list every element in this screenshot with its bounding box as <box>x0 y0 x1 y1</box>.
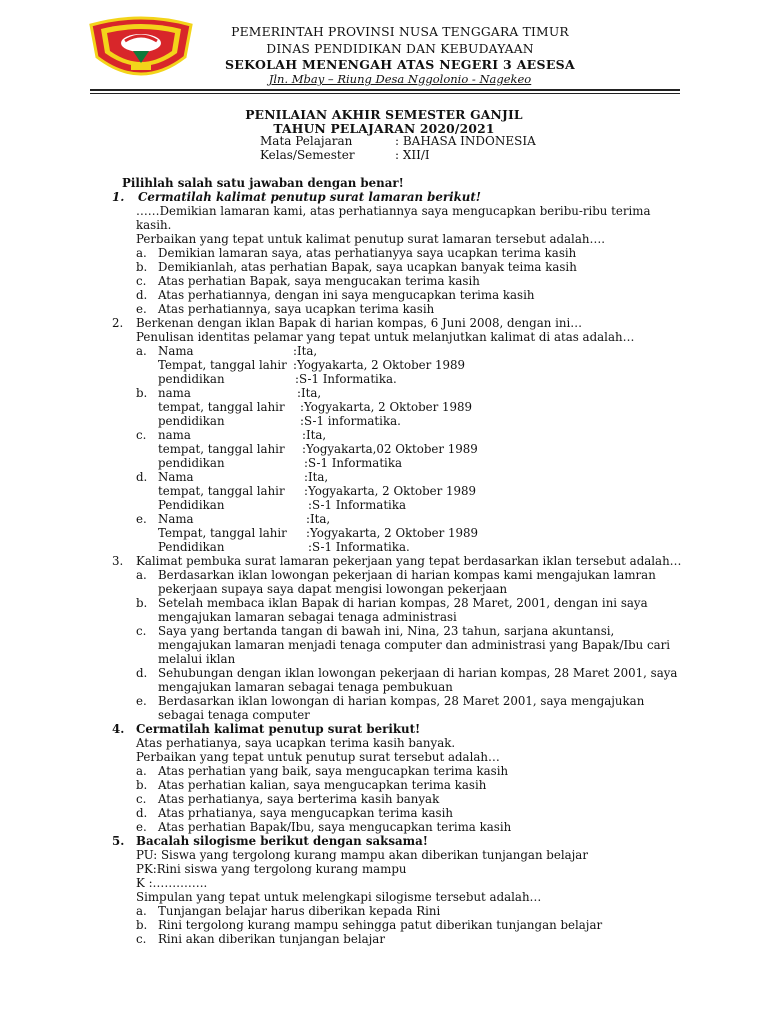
q2-b-name-label: nama <box>158 386 191 400</box>
q2-a-birth-value: :Yogyakarta, 2 Oktober 1989 <box>293 358 466 372</box>
province-logo-icon <box>85 13 197 85</box>
q5-conclusion-blank: K :………….. <box>136 876 208 890</box>
q3-option-c-label: c. <box>136 624 147 638</box>
question-2-text: Berkenan dengan iklan Bapak di harian kompas, 6 Juni 2008, dengan ini… <box>136 316 583 330</box>
q5-option-b-label: b. <box>136 918 148 932</box>
q2-d-name-value: :Ita, <box>304 470 329 484</box>
q2-e-name-value: :Ita, <box>306 512 331 526</box>
q2-d-birth-label: tempat, tanggal lahir <box>158 484 285 498</box>
header-divider-thin <box>90 93 680 94</box>
q5-major-premise: PU: Siswa yang tergolong kurang mampu akan diberikan tunjangan belajar <box>136 848 588 862</box>
meta-subject-label: Mata Pelajaran <box>260 134 353 148</box>
q2-e-name-label: Nama <box>158 512 194 526</box>
q1-option-e-label: e. <box>136 302 147 316</box>
question-4-text: Atas perhatianya, saya ucapkan terima kasih banyak. <box>136 736 456 750</box>
q2-e-edu-value: :S-1 Informatika. <box>308 540 410 554</box>
question-1-number: 1. <box>112 190 125 204</box>
q3-option-b-label: b. <box>136 596 148 610</box>
question-1-text: ……Demikian lamaran kami, atas perhatiannya saya mengucapkan beribu-ribu terima <box>136 204 651 218</box>
header-department: DINAS PENDIDIKAN DAN KEBUDAYAAN <box>266 42 534 56</box>
q3-option-a-cont: pekerjaan supaya saya dapat mengisi lowongan pekerjaan <box>158 582 508 596</box>
q4-option-e-label: e. <box>136 820 147 834</box>
q2-c-birth-value: :Yogyakarta,02 Oktober 1989 <box>302 442 478 456</box>
q1-option-c: Atas perhatian Bapak, saya mengucakan terima kasih <box>158 274 480 288</box>
q3-option-c: Saya yang bertanda tangan di bawah ini, Nina, 23 tahun, sarjana akuntansi, <box>158 624 615 638</box>
exam-year: TAHUN PELAJARAN 2020/2021 <box>273 121 495 136</box>
q3-option-b: Setelah membaca iklan Bapak di harian kompas, 28 Maret, 2001, dengan ini saya <box>158 596 648 610</box>
header-school-name: SEKOLAH MENENGAH ATAS NEGERI 3 AESESA <box>224 57 575 72</box>
q4-option-b: Atas perhatian kalian, saya mengucapkan terima kasih <box>158 778 487 792</box>
q2-c-edu-value: :S-1 Informatika <box>304 456 403 470</box>
q1-option-a: Demikian lamaran saya, atas perhatianyya saya ucapkan terima kasih <box>158 246 577 260</box>
meta-subject-value: : BAHASA INDONESIA <box>395 134 536 148</box>
q4-option-c-label: c. <box>136 792 147 806</box>
q3-option-a: Berdasarkan iklan lowongan pekerjaan di harian kompas kami mengajukan lamran <box>158 568 656 582</box>
q1-option-d: Atas perhatiannya, dengan ini saya mengucapkan terima kasih <box>158 288 535 302</box>
question-3-number: 3. <box>112 554 124 568</box>
q2-d-edu-value: :S-1 Informatika <box>308 498 407 512</box>
q1-option-b: Demikianlah, atas perhatian Bapak, saya ucapkan banyak teima kasih <box>158 260 577 274</box>
question-1-prompt: Cermatilah kalimat penutup surat lamaran berikut! <box>138 190 481 204</box>
q5-option-c-label: c. <box>136 932 147 946</box>
question-1-text-cont: kasih. <box>136 218 172 232</box>
q5-option-a-label: a. <box>136 904 147 918</box>
q2-a-name-value: :Ita, <box>293 344 318 358</box>
q3-option-c-cont2: melalui iklan <box>158 652 236 666</box>
q3-option-d: Sehubungan dengan iklan lowongan pekerjaan di harian kompas, 28 Maret 2001, saya <box>158 666 678 680</box>
q4-option-c: Atas perhatianya, saya berterima kasih banyak <box>158 792 440 806</box>
q3-option-e-label: e. <box>136 694 147 708</box>
question-1-stem: Perbaikan yang tepat untuk kalimat penutup surat lamaran tersebut adalah…. <box>136 232 606 246</box>
question-4-number: 4. <box>112 722 125 736</box>
q3-option-c-cont: mengajukan lamaran menjadi tenaga computer dan administrasi yang Bapak/Ibu cari <box>158 638 671 652</box>
header-divider <box>90 89 680 91</box>
question-5-number: 5. <box>112 834 125 848</box>
question-2-stem: Penulisan identitas pelamar yang tepat untuk melanjutkan kalimat di atas adalah… <box>136 330 635 344</box>
q2-b-edu-label: pendidikan <box>158 414 225 428</box>
q2-c-birth-label: tempat, tanggal lahir <box>158 442 285 456</box>
q2-a-edu-label: pendidikan <box>158 372 225 386</box>
q3-option-e-cont: sebagai tenaga computer <box>158 708 310 722</box>
q2-e-birth-label: Tempat, tanggal lahir <box>158 526 287 540</box>
q4-option-a-label: a. <box>136 764 147 778</box>
header-address: Jln. Mbay – Riung Desa Nggolonio - Nagekeo <box>268 72 532 86</box>
meta-class-value: : XII/I <box>395 148 430 162</box>
q2-b-name-value: :Ita, <box>297 386 322 400</box>
question-4-stem: Perbaikan yang tepat untuk penutup surat tersebut adalah… <box>136 750 500 764</box>
q3-option-a-label: a. <box>136 568 147 582</box>
q1-option-e: Atas perhatiannya, saya ucapkan terima kasih <box>158 302 435 316</box>
exam-title: PENILAIAN AKHIR SEMESTER GANJIL <box>245 107 523 122</box>
q2-e-birth-value: :Yogyakarta, 2 Oktober 1989 <box>306 526 479 540</box>
meta-subject <box>260 134 536 148</box>
q4-option-a: Atas perhatian yang baik, saya mengucapkan terima kasih <box>158 764 509 778</box>
q3-option-e: Berdasarkan iklan lowongan di harian kompas, 28 Maret 2001, saya mengajukan <box>158 694 645 708</box>
q2-c-name-value: :Ita, <box>302 428 327 442</box>
q2-option-b-label: b. <box>136 386 148 400</box>
q2-e-edu-label: Pendidikan <box>158 540 225 554</box>
q5-option-b: Rini tergolong kurang mampu sehingga patut diberikan tunjangan belajar <box>158 918 603 932</box>
question-2-number: 2. <box>112 316 124 330</box>
q2-b-birth-value: :Yogyakarta, 2 Oktober 1989 <box>300 400 473 414</box>
q4-option-d: Atas prhatianya, saya mengucapkan terima kasih <box>158 806 453 820</box>
q2-b-birth-label: tempat, tanggal lahir <box>158 400 285 414</box>
q2-a-edu-value: :S-1 Informatika. <box>295 372 397 386</box>
q5-minor-premise: PK:Rini siswa yang tergolong kurang mampu <box>136 862 407 876</box>
q1-option-b-label: b. <box>136 260 148 274</box>
q2-b-edu-value: :S-1 informatika. <box>300 414 401 428</box>
meta-class <box>260 148 430 162</box>
question-4-prompt: Cermatilah kalimat penutup surat berikut! <box>136 722 421 736</box>
q4-option-b-label: b. <box>136 778 148 792</box>
q2-a-birth-label: Tempat, tanggal lahir <box>158 358 287 372</box>
q2-option-c-label: c. <box>136 428 147 442</box>
q2-option-e-label: e. <box>136 512 147 526</box>
q2-d-name-label: Nama <box>158 470 194 484</box>
q2-d-birth-value: :Yogyakarta, 2 Oktober 1989 <box>304 484 477 498</box>
q5-option-c: Rini akan diberikan tunjangan belajar <box>158 932 385 946</box>
q2-option-d-label: d. <box>136 470 148 484</box>
q3-option-b-cont: mengajukan lamaran sebagai tenaga administrasi <box>158 610 457 624</box>
q2-c-edu-label: pendidikan <box>158 456 225 470</box>
q2-d-edu-label: Pendidikan <box>158 498 225 512</box>
header-government: PEMERINTAH PROVINSI NUSA TENGGARA TIMUR <box>231 25 569 39</box>
question-3-text: Kalimat pembuka surat lamaran pekerjaan yang tepat berdasarkan iklan tersebut adalah… <box>136 554 682 568</box>
q2-c-name-label: nama <box>158 428 191 442</box>
q4-option-d-label: d. <box>136 806 148 820</box>
q5-option-a: Tunjangan belajar harus diberikan kepada Rini <box>158 904 441 918</box>
q4-option-e: Atas perhatian Bapak/Ibu, saya mengucapkan terima kasih <box>158 820 512 834</box>
q2-option-a-label: a. <box>136 344 147 358</box>
q1-option-a-label: a. <box>136 246 147 260</box>
q1-option-d-label: d. <box>136 288 148 302</box>
q3-option-d-label: d. <box>136 666 148 680</box>
instruction: Pilihlah salah satu jawaban dengan benar! <box>122 176 404 190</box>
question-5-stem: Simpulan yang tepat untuk melengkapi silogisme tersebut adalah… <box>136 890 542 904</box>
q2-a-name-label: Nama <box>158 344 194 358</box>
meta-class-label: Kelas/Semester <box>260 148 355 162</box>
q1-option-c-label: c. <box>136 274 147 288</box>
q3-option-d-cont: mengajukan lamaran sebagai tenaga pembukuan <box>158 680 453 694</box>
question-5-prompt: Bacalah silogisme berikut dengan saksama! <box>136 834 428 848</box>
